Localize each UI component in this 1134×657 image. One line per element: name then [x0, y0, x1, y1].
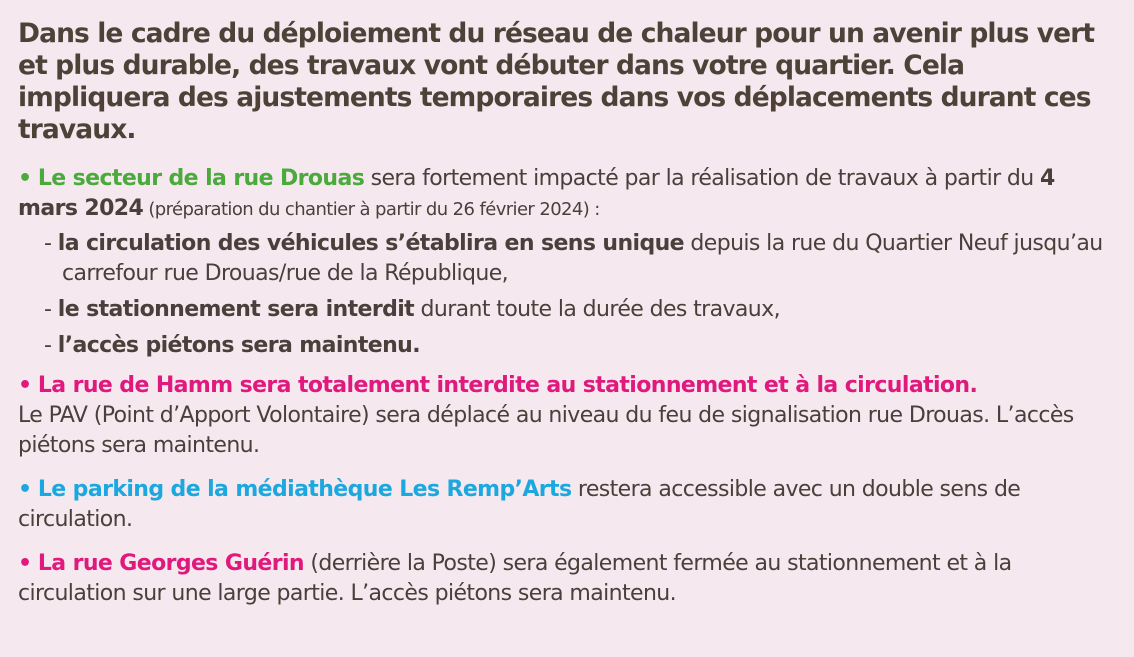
- bullet-icon: •: [18, 477, 32, 502]
- list-item: [44, 295, 1116, 325]
- dash-icon: -: [44, 333, 52, 358]
- section2-text: Le PAV (Point d’Apport Volontaire) sera déplacé au niveau du feu de signalisation rue Drouas. L’accès piétons sera maintenu.: [18, 403, 1074, 458]
- bullet-icon: •: [18, 373, 32, 398]
- section4-text: (derrière la Poste) sera également fermée au stationnement et à la circulation sur une large partie. L’accès piétons sera maintenu.: [18, 551, 1012, 606]
- section4-highlight: La rue Georges Guérin: [37, 551, 304, 576]
- bullet-icon: •: [18, 551, 32, 576]
- dash-icon: -: [44, 297, 52, 322]
- section-parking-mediatheque: [18, 475, 1116, 535]
- section-rue-georges-guerin: [18, 549, 1116, 609]
- section3-highlight: Le parking de la médiathèque Les Remp’Arts: [37, 477, 572, 502]
- section-rue-drouas: [18, 164, 1116, 225]
- intro-paragraph: Dans le cadre du déploiement du réseau de chaleur pour un avenir plus vert et plus durable, des travaux vont débuter dans votre quartier. Cela impliquera des ajustements temporaires dans vos déplacements durant ces travaux.: [18, 18, 1095, 145]
- section3-text: restera accessible avec un double sens de circulation.: [18, 477, 1021, 532]
- item-rest: depuis la rue du Quartier Neuf jusqu’au carrefour rue Drouas/rue de la République,: [62, 231, 1103, 286]
- section1-date: 4 mars 2024: [18, 166, 1055, 221]
- notice-body: [18, 164, 1116, 609]
- section1-note: (préparation du chantier à partir du 26 février 2024) :: [143, 199, 600, 220]
- item-bold: le stationnement sera interdit: [57, 297, 415, 322]
- section1-highlight: Le secteur de la rue Drouas: [37, 166, 365, 191]
- list-item: [44, 331, 1116, 361]
- item-bold: la circulation des véhicules s’établira en sens unique: [57, 231, 685, 256]
- section1-text-a: sera fortement impacté par la réalisation de travaux à partir du: [364, 166, 1041, 191]
- dash-icon: -: [44, 231, 52, 256]
- section1-items: [44, 229, 1116, 361]
- item-bold: l’accès piétons sera maintenu.: [57, 333, 420, 358]
- bullet-icon: •: [18, 166, 32, 191]
- list-item: [44, 229, 1116, 289]
- section-rue-de-hamm: [18, 371, 1116, 461]
- item-rest: durant toute la durée des travaux,: [414, 297, 780, 322]
- section2-highlight: La rue de Hamm sera totalement interdite au stationnement et à la circulation.: [37, 373, 978, 398]
